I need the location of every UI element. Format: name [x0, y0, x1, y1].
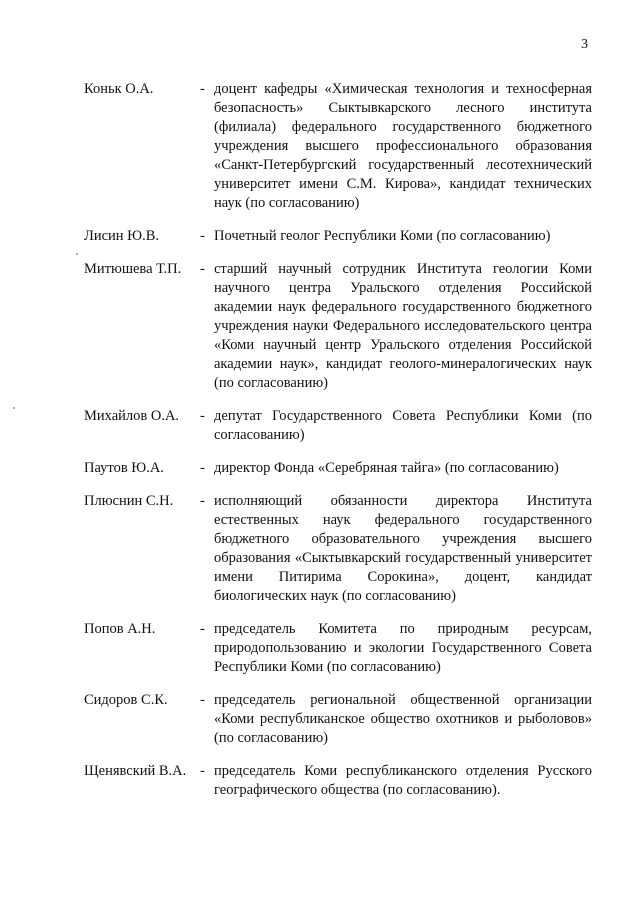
member-description: депутат Государственного Совета Республики Коми (по согласованию) [214, 408, 592, 443]
member-entry-mikhailov [84, 407, 592, 445]
member-entry-popov [84, 620, 592, 677]
member-dash: - [200, 228, 205, 244]
member-entry-mityusheva [84, 260, 592, 393]
member-name: Щенявский В.А. [84, 763, 187, 779]
member-dash: - [200, 493, 205, 509]
member-description: доцент кафедры «Химическая технология и техносферная безопасность» Сыктывкарского лесного института (филиала) федерального государственного бюджетного учреждения высшего профессионального образования «Санкт-Петербургский государственный лесотехнический университет имени С.М. Кирова», кандидат технических наук (по согласованию) [214, 81, 592, 211]
member-name: Паутов Ю.А. [84, 460, 164, 476]
member-description: директор Фонда «Серебряная тайга» (по согласованию) [214, 460, 559, 476]
scan-speck [76, 253, 78, 255]
member-dash: - [200, 692, 205, 708]
member-dash: - [200, 81, 205, 97]
scan-speck [13, 407, 15, 409]
member-description: председатель Комитета по природным ресурсам, природопользованию и экологии Государственного Совета Республики Коми (по согласованию) [214, 621, 592, 675]
member-dash: - [200, 460, 205, 476]
member-description: исполняющий обязанности директора Института естественных наук федерального государственного бюджетного образовательного учреждения высшего образования «Сыктывкарский государственный университет имени Питирима Сорокина», доцент, кандидат биологических наук (по согласованию) [214, 493, 592, 604]
member-dash: - [200, 763, 205, 779]
member-entry-shchenyavsky [84, 762, 592, 800]
member-name: Михайлов О.А. [84, 408, 180, 424]
member-dash: - [200, 621, 205, 637]
member-description: председатель Коми республиканского отделения Русского географического общества (по согласованию). [214, 763, 592, 798]
member-name: Коньк О.А. [84, 81, 154, 97]
member-name: Митюшева Т.П. [84, 261, 182, 277]
member-entry-konyk [84, 80, 592, 213]
member-dash: - [200, 408, 205, 424]
member-entry-lisin [84, 227, 592, 246]
member-entry-sidorov [84, 691, 592, 748]
member-name: Лисин Ю.В. [84, 228, 159, 244]
member-dash: - [200, 261, 205, 277]
member-name: Плюснин С.Н. [84, 493, 174, 509]
member-list [84, 80, 592, 814]
member-description: Почетный геолог Республики Коми (по согласованию) [214, 228, 551, 244]
member-entry-plyusnin [84, 492, 592, 606]
page-number: 3 [581, 37, 588, 52]
member-name: Попов А.Н. [84, 621, 156, 637]
member-name: Сидоров С.К. [84, 692, 168, 708]
member-description: старший научный сотрудник Института геологии Коми научного центра Уральского отделения Российской академии наук федерального государственного бюджетного учреждения науки Федерального исследовательского центра «Коми научный центр Уральского отделения Российской академии наук», кандидат геолого-минералогических наук (по согласованию) [214, 261, 592, 391]
member-entry-pautov [84, 459, 592, 478]
member-description: председатель региональной общественной организации «Коми республиканское общество охотников и рыболовов» (по согласованию) [214, 692, 592, 746]
